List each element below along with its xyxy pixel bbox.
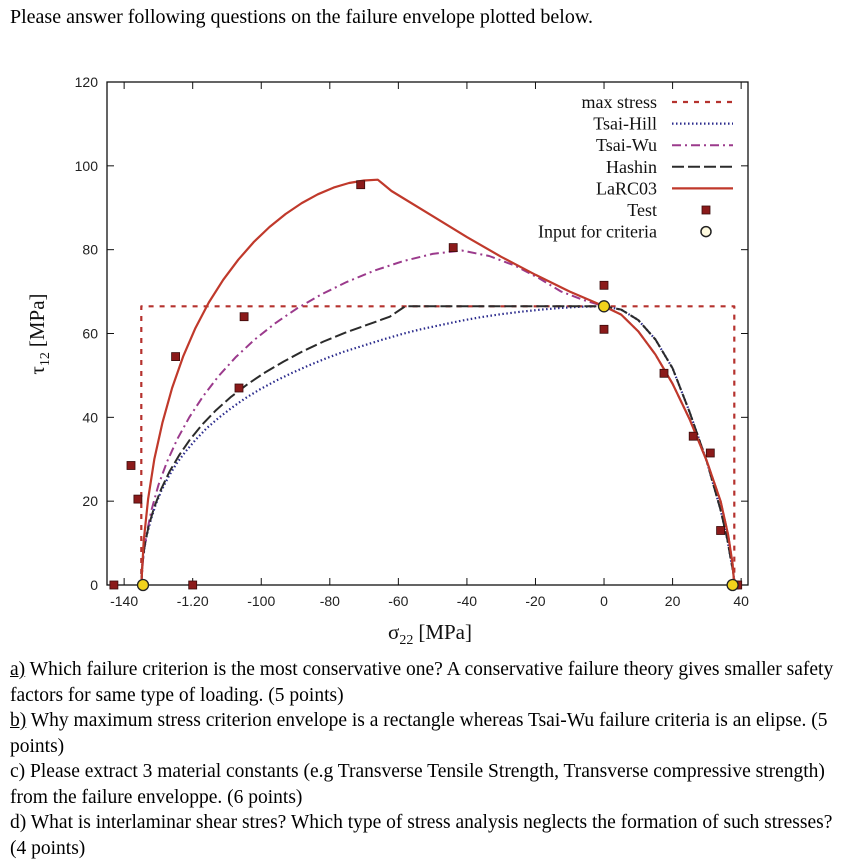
x-tick-label: -140: [110, 593, 139, 609]
y-tick-label: 80: [82, 241, 98, 258]
legend-swatch-test: [702, 206, 710, 214]
test-point-marker: [717, 527, 725, 535]
x-axis-unit: [MPa]: [418, 620, 472, 644]
test-point-marker: [189, 581, 197, 589]
question-c-text: Please extract 3 material constants (e.g Transverse Tensile Strength, Transverse compressive strength) from the failure enveloppe. (6 points): [10, 761, 825, 808]
x-tick-label: 40: [733, 593, 749, 609]
series-line-hashin: [141, 306, 734, 585]
legend-label-max-stress: max stress: [581, 92, 657, 112]
y-tick-label: 60: [82, 325, 98, 342]
y-tick-label: 120: [74, 74, 98, 90]
page-title: Please answer following questions on the failure envelope plotted below.: [10, 6, 593, 28]
input-point-marker: [727, 580, 738, 591]
x-tick-label: -80: [319, 593, 340, 609]
x-tick-label: -1.20: [176, 593, 209, 609]
question-b: [10, 708, 840, 759]
y-axis-symbol: τ: [25, 366, 49, 375]
question-c-label: c): [10, 761, 26, 782]
x-axis-subscript: 22: [399, 633, 414, 648]
series-markers: [110, 181, 742, 591]
test-point-marker: [240, 313, 248, 321]
input-point-marker: [138, 580, 149, 591]
series-line-tsai-wu: [141, 251, 734, 586]
test-point-marker: [600, 325, 608, 333]
x-tick-label: 0: [600, 593, 608, 609]
question-c: [10, 759, 840, 810]
test-point-marker: [600, 281, 608, 289]
legend-label-tsai-hill: Tsai-Hill: [593, 113, 657, 134]
y-axis-label: [25, 293, 53, 374]
test-point-marker: [689, 432, 697, 440]
test-point-marker: [449, 244, 457, 252]
test-point-marker: [357, 181, 365, 189]
x-tick-label: 20: [664, 593, 681, 609]
y-axis-subscript: 12: [38, 352, 53, 367]
series-line-max-stress: [141, 306, 734, 585]
test-point-marker: [134, 495, 142, 503]
legend: [538, 92, 733, 242]
series-line-tsai-hill: [141, 306, 734, 585]
question-b-text: Why maximum stress criterion envelope is a rectangle whereas Tsai-Wu failure criteria is an elipse. (5 points): [10, 710, 828, 757]
question-b-label: b): [10, 710, 27, 731]
y-tick-label: 0: [90, 577, 98, 593]
legend-label-hashin: Hashin: [606, 156, 657, 177]
question-a: [10, 657, 840, 708]
legend-label-test: Test: [627, 200, 657, 220]
x-tick-label: -40: [456, 593, 478, 609]
questions: [10, 657, 840, 861]
legend-swatch-input-for-criteria: [701, 227, 711, 237]
test-point-marker: [235, 384, 243, 392]
legend-label-tsai-wu: Tsai-Wu: [596, 135, 657, 156]
test-point-marker: [127, 462, 135, 470]
y-tick-label: 40: [82, 409, 98, 426]
x-tick-label: -60: [388, 593, 409, 609]
legend-label-input-for-criteria: Input for criteria: [538, 221, 657, 242]
input-point-marker: [599, 301, 610, 312]
test-point-marker: [660, 369, 668, 377]
question-d-text: What is interlaminar shear stres? Which type of stress analysis neglects the formation of such stresses? (4 points): [10, 812, 833, 859]
x-axis-label: [388, 620, 472, 648]
y-tick-label: 20: [82, 493, 98, 510]
question-d: [10, 810, 840, 861]
x-tick-label: -100: [247, 593, 276, 609]
legend-label-larc03: LaRC03: [596, 178, 657, 199]
test-point-marker: [110, 581, 118, 589]
y-tick-label: 100: [74, 157, 98, 174]
question-d-label: d): [10, 812, 27, 833]
test-point-marker: [706, 449, 714, 457]
question-a-text: Which failure criterion is the most conservative one? A conservative failure theory gives smaller safety factors for same type of loading. (5 points): [10, 659, 834, 706]
question-a-label: a): [10, 659, 26, 680]
test-point-marker: [172, 353, 180, 361]
y-axis-unit: [MPa]: [25, 293, 49, 348]
x-tick-label: -20: [525, 593, 546, 609]
x-axis-symbol: σ: [388, 620, 400, 644]
